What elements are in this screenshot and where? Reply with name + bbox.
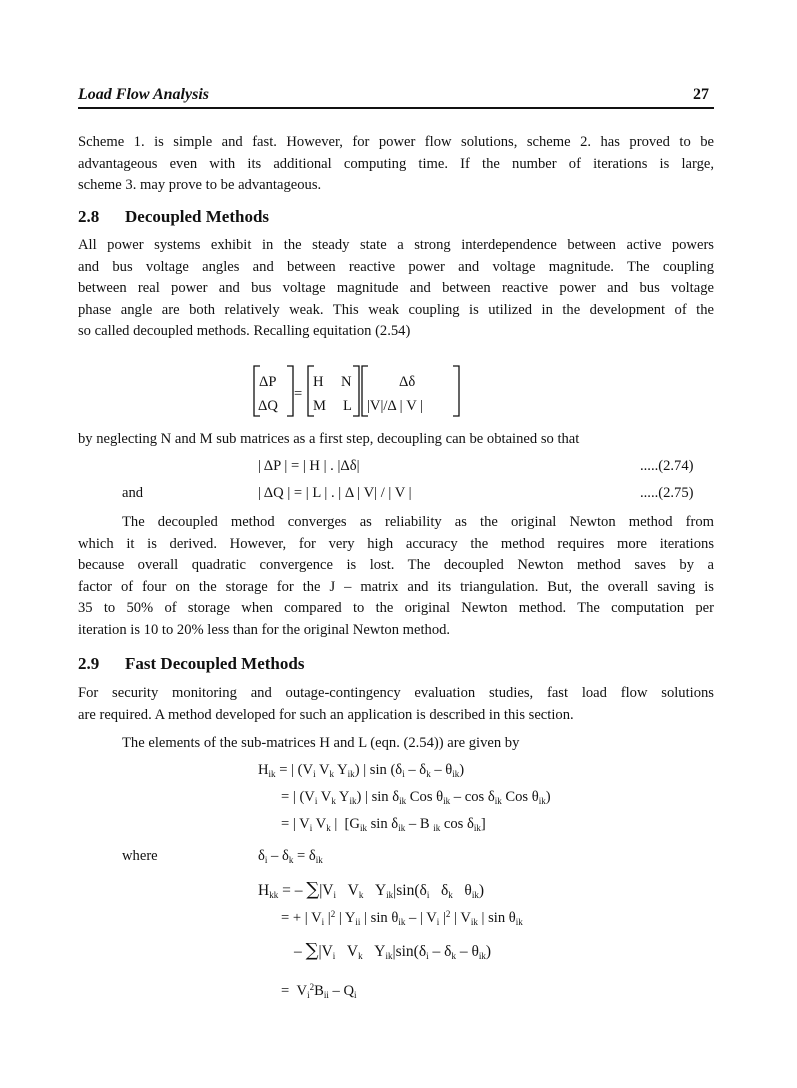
- bracket-left-close: [287, 366, 293, 416]
- equation-2-74: | ΔP | = | H | . |Δδ|: [258, 458, 360, 474]
- equation-hkk-line2: = + | $V_i$ $|^2$ | $Y_{ii}$ | $\sin \theta_{ik}$ – | $V_i$ $|^2$ | $V_{ik}$ | $\sin \theta_{ik}$: [281, 909, 523, 927]
- section-heading-2-8: [78, 207, 269, 227]
- equation-lead-and: and: [122, 485, 144, 501]
- text-line: factor of four on the storage for the J – matrix and its triangulation. But, the overall saving is: [78, 578, 714, 595]
- text-line: by neglecting N and M sub matrices as a first step, decoupling can be obtained so that: [78, 431, 580, 447]
- equation-hik-line3: = | $V_i$ $V_k$ | [$G_{ik}$ $\sin \delta_{ik}$ – B $_{ik}$ $\cos \delta_{ik}$]: [281, 816, 486, 833]
- intro-paragraph: [78, 132, 714, 197]
- equals-sign: =: [294, 386, 303, 402]
- text-line: because overall quadratic convergence is lost. The decoupled Newton method saves by a: [78, 557, 714, 574]
- text-line: so called decoupled methods. Recalling equitation (2.54): [78, 323, 411, 340]
- page-number: 27: [693, 86, 709, 103]
- text-line: phase angle are both relatively weak. This weak coupling is utilized in the development of the: [78, 301, 714, 318]
- equation-2-75: | ΔQ | = | L | . | Δ | V| / | V |: [258, 485, 412, 501]
- equation-tag-2-75: .....(2.75): [640, 485, 694, 501]
- matrix-lhs-dp: ΔP: [259, 374, 277, 390]
- where-label: where: [122, 848, 158, 864]
- text-line: The decoupled method converges as reliability as the original Newton method from: [122, 514, 714, 530]
- matrix-l: L: [343, 398, 352, 414]
- matrix-rhs-dv: |V|/Δ | V |: [367, 398, 424, 414]
- after-matrix-text: [78, 429, 714, 451]
- text-line: scheme 3. may prove to be advantageous.: [78, 177, 322, 194]
- decoupled-method-paragraph: [78, 512, 714, 642]
- equation-hkk-line1: $H_{kk}$ = – $\sum|V_i$ $V_k$ $Y_{ik}|\sin(\delta_i$ $\delta_k$ $\theta_{ik}$): [258, 879, 485, 900]
- header-rule: [78, 107, 714, 109]
- bracket-jacobian-close: [353, 366, 359, 416]
- equation-hik-line1: $H_{ik}$ = | ($V_i$ $V_k$ $Y_{ik}$) | $\sin (\delta_i - \delta_k - \theta_{ik})$: [258, 762, 465, 779]
- equation-tag-2-74: .....(2.74): [640, 458, 694, 474]
- matrix-h: H: [313, 374, 324, 390]
- equation-hkk-line3: – $\sum|V_i$ $V_k$ $Y_{ik}|\sin(\delta_i - \delta_k - \theta_{ik})$: [294, 940, 492, 961]
- elements-intro: [122, 733, 714, 755]
- text-line: and bus voltage angles and between reactive power and voltage magnitude. The coupling: [78, 258, 714, 275]
- equation-delta-ik: $\delta_i - \delta_k = \delta_{ik}$: [258, 848, 323, 865]
- text-line: advantageous even with its additional computing time. If the number of iterations is large,: [78, 155, 714, 172]
- jacobian-matrix-equation: [250, 362, 470, 422]
- text-line: Scheme 1. is simple and fast. However, for power flow solutions, scheme 2. has proved to be: [78, 134, 714, 150]
- bracket-rhs-close: [453, 366, 459, 416]
- matrix-n: N: [341, 374, 352, 390]
- section-number: 2.9: [78, 654, 100, 673]
- decoupled-intro-paragraph: [78, 235, 714, 343]
- matrix-rhs-ddelta: Δδ: [399, 374, 416, 390]
- text-line: 35 to 50% of storage when compared to the original Newton method. The computation per: [78, 600, 714, 617]
- text-line: which it is derived. However, for very high accuracy the method requires more iterations: [78, 535, 714, 552]
- text-line: iteration is 10 to 20% less than for the original Newton method.: [78, 621, 451, 638]
- running-title: Load Flow Analysis: [78, 86, 209, 103]
- equation-hik-line2: = | ($V_i$ $V_k$ $Y_{ik}$) | $\sin \delta_{ik}$ Cos $\theta_{ik}$ – $\cos \delta_{ik}$ Cos $\theta_{ik}$): [281, 789, 551, 806]
- text-line: All power systems exhibit in the steady state a strong interdependence between active powers: [78, 237, 714, 253]
- text-line: For security monitoring and outage-contingency evaluation studies, fast load flow solutions: [78, 685, 714, 701]
- text-line: are required. A method developed for such an application is described in this section.: [78, 706, 574, 723]
- matrix-m: M: [313, 398, 326, 414]
- section-number: 2.8: [78, 207, 100, 226]
- text-line: The elements of the sub-matrices H and L (eqn. (2.54)) are given by: [122, 735, 520, 751]
- section-title: Decoupled Methods: [125, 207, 270, 226]
- equation-hkk-line4: = $V_i^2B_{ii} - Q_i$: [281, 982, 357, 1000]
- matrix-lhs-dq: ΔQ: [258, 398, 278, 414]
- text-line: between real power and bus voltage magnitude and between reactive power and bus voltage: [78, 280, 714, 297]
- section-title: Fast Decoupled Methods: [125, 654, 305, 673]
- fast-decoupled-paragraph: [78, 683, 714, 726]
- section-heading-2-9: [78, 654, 304, 674]
